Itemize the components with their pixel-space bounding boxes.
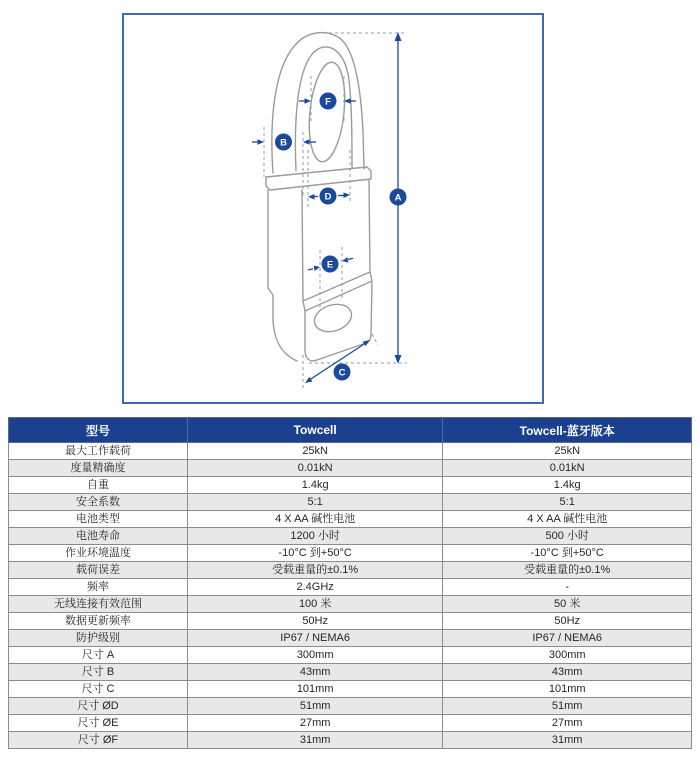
table-row [9,545,692,562]
cell-label: 防护级别 [9,630,188,647]
dimension-label-f: F [325,96,331,108]
cell-bluetooth: 51mm [443,698,692,715]
cell-bluetooth: IP67 / NEMA6 [443,630,692,647]
col-header-towcell: Towcell [187,418,442,443]
cell-bluetooth: 受载重量的±0.1% [443,562,692,579]
cell-towcell: 25kN [187,443,442,460]
table-row [9,715,692,732]
cell-bluetooth: 300mm [443,647,692,664]
table-row [9,494,692,511]
cell-bluetooth: -10°C 到+50°C [443,545,692,562]
dimension-label-c: C [338,367,346,379]
cell-towcell: 1.4kg [187,477,442,494]
dimension-label-d: D [324,191,332,203]
cell-bluetooth: 50 米 [443,596,692,613]
cell-label: 尺寸 A [9,647,188,664]
col-header-model: 型号 [9,418,188,443]
cell-bluetooth: 500 小时 [443,528,692,545]
cell-label: 频率 [9,579,188,596]
table-row [9,647,692,664]
cell-towcell: IP67 / NEMA6 [187,630,442,647]
cell-towcell: 0.01kN [187,460,442,477]
cell-bluetooth: 27mm [443,715,692,732]
cell-bluetooth: 25kN [443,443,692,460]
cell-towcell: 101mm [187,681,442,698]
cell-towcell: 2.4GHz [187,579,442,596]
cell-towcell: 51mm [187,698,442,715]
table-row [9,681,692,698]
cell-label: 自重 [9,477,188,494]
spec-table-body [9,443,692,749]
cell-label: 作业环境温度 [9,545,188,562]
cell-label: 安全系数 [9,494,188,511]
cell-label: 尺寸 C [9,681,188,698]
cell-bluetooth: 101mm [443,681,692,698]
cell-towcell: 300mm [187,647,442,664]
table-row [9,460,692,477]
cell-label: 电池寿命 [9,528,188,545]
table-row [9,630,692,647]
cell-towcell: 50Hz [187,613,442,630]
cell-towcell: -10°C 到+50°C [187,545,442,562]
cell-label: 尺寸 ØD [9,698,188,715]
dimension-label-e: E [326,259,334,271]
cell-bluetooth: 5:1 [443,494,692,511]
cell-label: 尺寸 ØF [9,732,188,749]
cell-towcell: 5:1 [187,494,442,511]
table-row [9,664,692,681]
cell-bluetooth: 1.4kg [443,477,692,494]
table-row [9,477,692,494]
table-row [9,596,692,613]
table-row [9,698,692,715]
spec-table [8,417,692,749]
cell-bluetooth: 0.01kN [443,460,692,477]
diagram-border [123,14,543,403]
cell-label: 无线连接有效范围 [9,596,188,613]
cell-label: 最大工作载荷 [9,443,188,460]
cell-bluetooth: 43mm [443,664,692,681]
cell-towcell: 43mm [187,664,442,681]
cell-towcell: 受载重量的±0.1% [187,562,442,579]
cell-label: 尺寸 ØE [9,715,188,732]
table-row [9,562,692,579]
table-row [9,511,692,528]
header-row [9,418,692,443]
cell-towcell: 4 X AA 碱性电池 [187,511,442,528]
table-row [9,732,692,749]
table-row [9,579,692,596]
cell-label: 载荷误差 [9,562,188,579]
cell-towcell: 31mm [187,732,442,749]
cell-label: 尺寸 B [9,664,188,681]
cell-towcell: 27mm [187,715,442,732]
cell-label: 电池类型 [9,511,188,528]
table-row [9,613,692,630]
cell-label: 度量精确度 [9,460,188,477]
cell-label: 数据更新频率 [9,613,188,630]
cell-bluetooth: - [443,579,692,596]
col-header-towcell-bluetooth: Towcell-蓝牙版本 [443,418,692,443]
table-row [9,443,692,460]
table-row [9,528,692,545]
dimension-label-b: B [280,137,287,149]
cell-towcell: 1200 小时 [187,528,442,545]
cell-bluetooth: 4 X AA 碱性电池 [443,511,692,528]
cell-towcell: 100 米 [187,596,442,613]
cell-bluetooth: 50Hz [443,613,692,630]
cell-bluetooth: 31mm [443,732,692,749]
dimension-label-a: A [394,192,402,204]
